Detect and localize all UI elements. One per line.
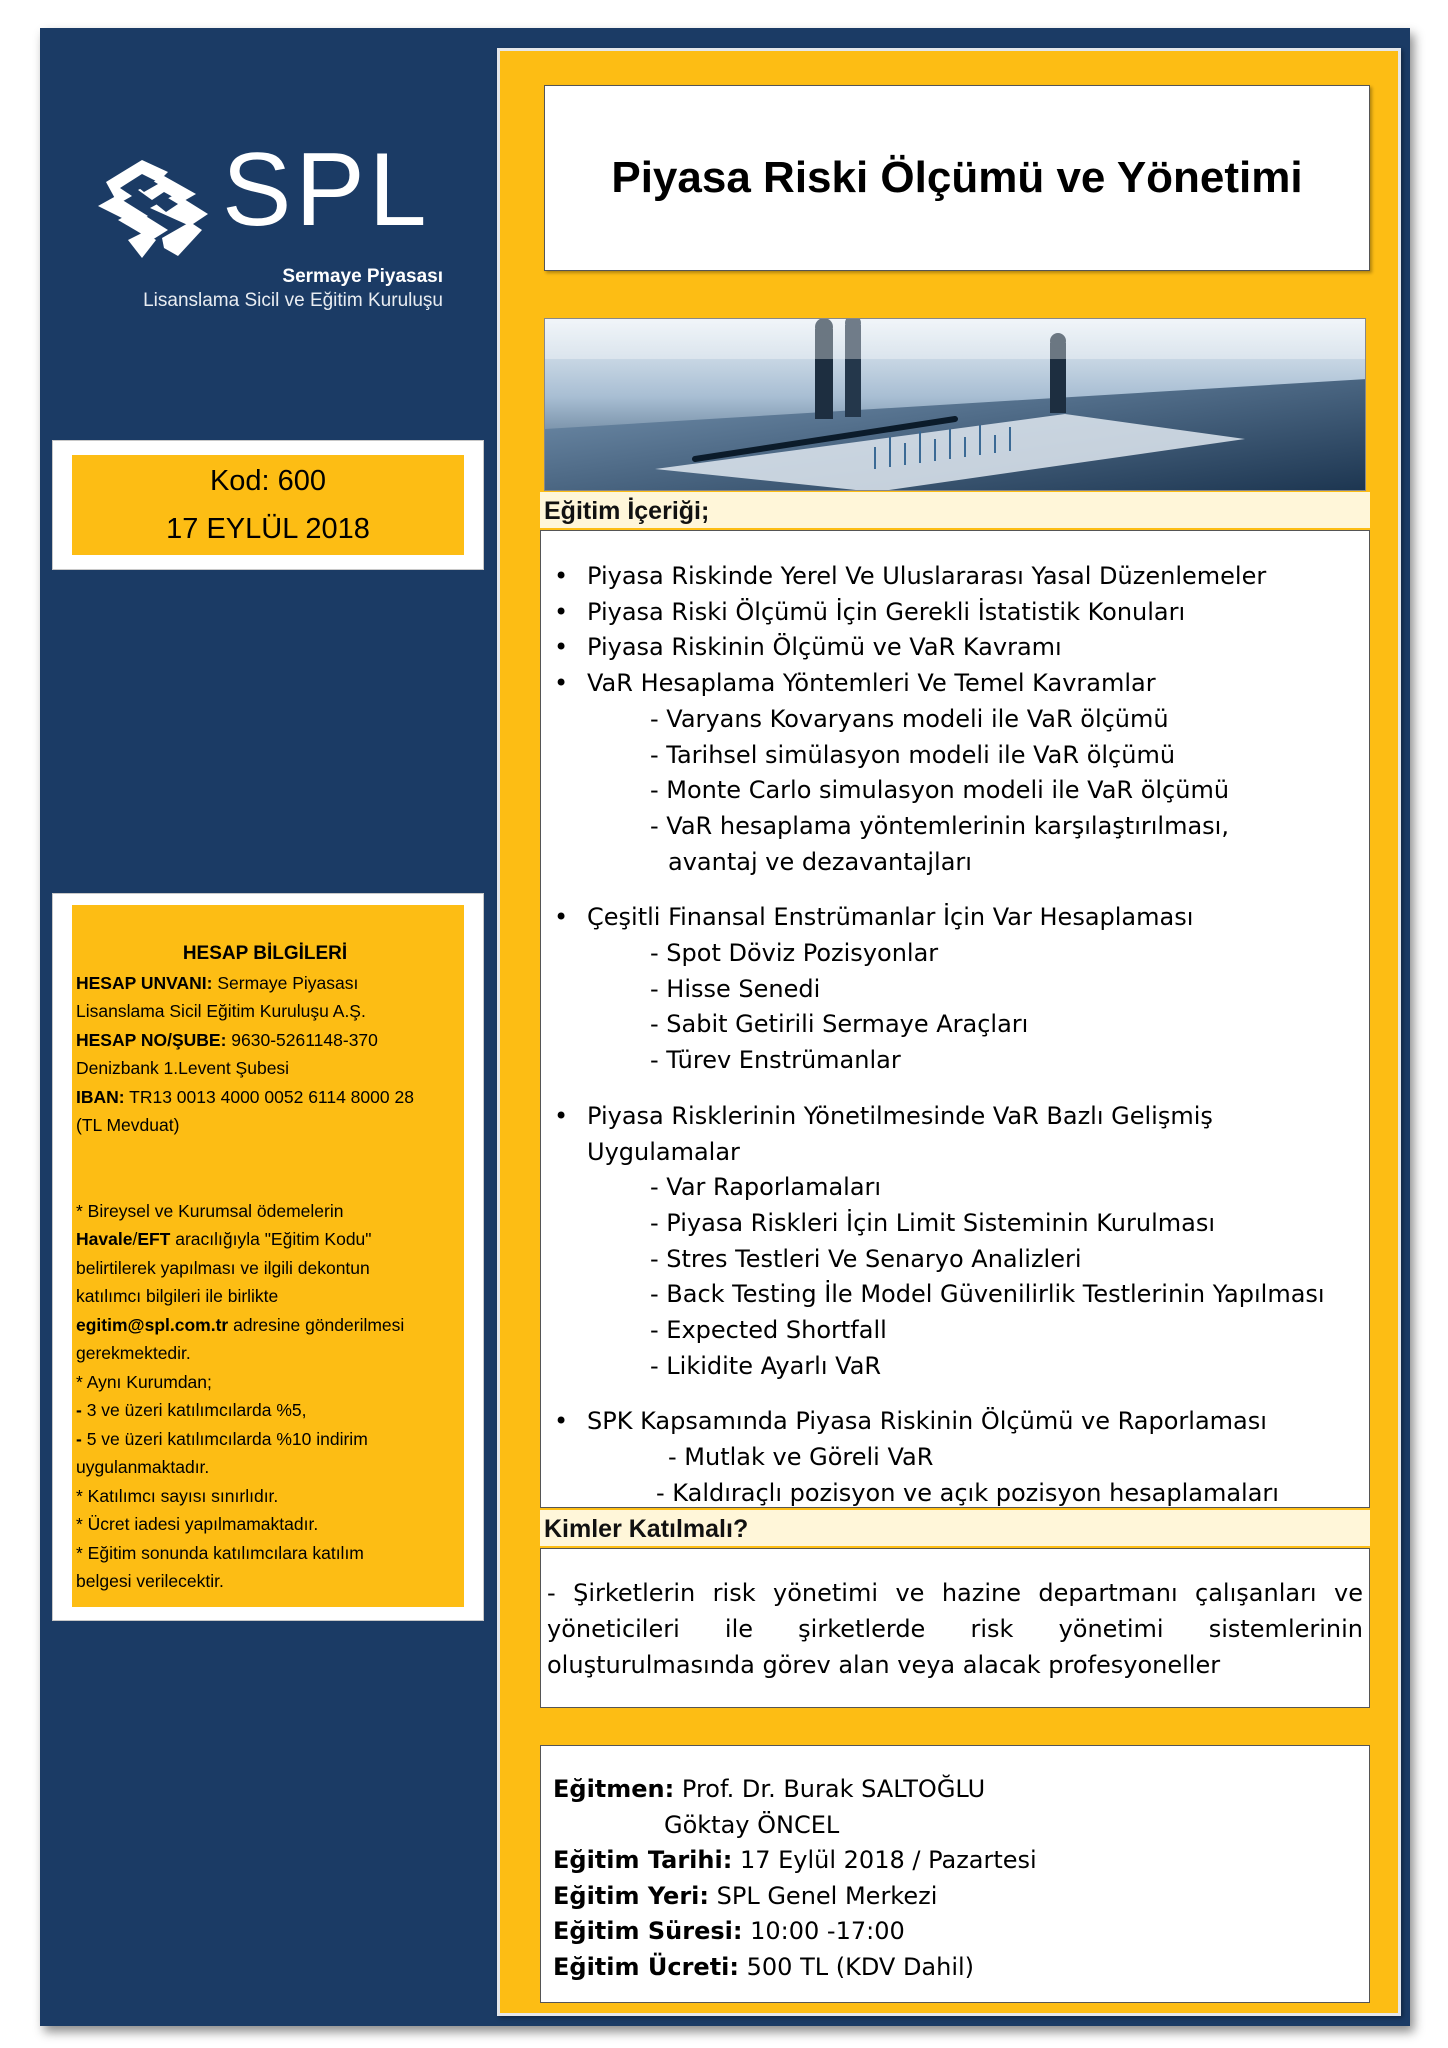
business-meeting-image: [545, 319, 1366, 491]
note-line: belirtilerek yapılması ve ilgili dekontun: [76, 1257, 370, 1278]
yer-row: Eğitim Yeri: SPL Genel Merkezi: [553, 1881, 938, 1910]
note-line: - 5 ve üzeri katılımcılarda %10 indirim: [76, 1428, 368, 1449]
logo-tagline-1: Sermaye Piyasası: [282, 266, 443, 287]
egitmen-row-2: Göktay ÖNCEL: [664, 1810, 840, 1839]
kimler-text: - Şirketlerin risk yönetimi ve hazine departmanı çalışanları ve yöneticileri ile şirketlerde risk yönetimi sistemlerinin oluşturulmasında görev alan veya alacak profesyoneller: [547, 1579, 1363, 1679]
list-item: • Piyasa Risklerinin Yönetilmesinde VaR Bazlı Gelişmiş Uygulamalar: [551, 1099, 1369, 1170]
email-link[interactable]: egitim@spl.com.tr: [76, 1314, 229, 1335]
note-line: katılımcı bilgileri ile birlikte: [76, 1286, 279, 1306]
list-item: • SPK Kapsamında Piyasa Riskinin Ölçümü ve Raporlaması: [551, 1404, 1369, 1440]
sub-list-item: - Tarihsel simülasyon modeli ile VaR ölçümü: [650, 740, 1176, 769]
sub-list-item: - Kaldıraçlı pozisyon ve açık pozisyon hesaplamaları: [656, 1478, 1279, 1507]
note-line: gerekmektedir.: [76, 1343, 191, 1363]
hesap-unvan-cont: Lisanslama Sicil Eğitim Kuruluşu A.Ş.: [76, 1001, 366, 1021]
note-line: - 3 ve üzeri katılımcılarda %5,: [76, 1400, 307, 1420]
content-box: [540, 530, 1370, 1508]
note-line: * Eğitim sonunda katılımcılara katılım: [76, 1542, 364, 1563]
hesap-unvan: HESAP UNVANI: Sermaye Piyasası: [76, 972, 359, 993]
spl-logo: [98, 132, 443, 315]
content-section-label: Eğitim İçeriği;: [540, 492, 1370, 528]
hesap-box: [72, 905, 464, 1607]
course-code: Kod: 600: [209, 465, 327, 497]
sub-list-item: - Sabit Getirili Sermaye Araçları: [650, 1010, 1029, 1039]
sub-list-item: - Varyans Kovaryans modeli ile VaR ölçümü: [650, 704, 1169, 733]
header-photo: [544, 318, 1366, 491]
logo-wordmark: SPL: [222, 132, 431, 248]
note-line: egitim@spl.com.tr adresine gönderilmesi: [76, 1314, 405, 1335]
hesap-branch: Denizbank 1.Levent Şubesi: [76, 1058, 290, 1078]
sure-row: Eğitim Süresi: 10:00 -17:00: [553, 1917, 905, 1945]
hesap-mevduat: (TL Mevduat): [76, 1115, 180, 1135]
logo-tagline-2: Lisanslama Sicil ve Eğitim Kuruluşu: [143, 290, 443, 311]
note-line: * Katılımcı sayısı sınırlıdır.: [76, 1485, 279, 1506]
sub-list-item: - Hisse Senedi: [650, 974, 821, 1003]
sub-list-item: - Piyasa Riskleri İçin Limit Sisteminin Kurulması: [650, 1208, 1216, 1237]
hesap-no: HESAP NO/ŞUBE: 9630-5261148-370: [76, 1029, 378, 1050]
sub-list-item: - Spot Döviz Pozisyonlar: [650, 939, 939, 968]
list-item: • Piyasa Riskinde Yerel Ve Uluslararası Yasal Düzenlemeler: [551, 559, 1369, 595]
kimler-section-label: Kimler Katılmalı?: [540, 1510, 1370, 1546]
sub-list-item: - Back Testing İle Model Güvenilirlik Testlerinin Yapılması: [650, 1280, 1325, 1309]
note-line: Havale/EFT aracılığıyla "Eğitim Kodu": [76, 1229, 372, 1249]
hesap-iban: IBAN: TR13 0013 4000 0052 6114 8000 28: [76, 1086, 414, 1107]
sub-list-item: - Var Raporlamaları: [650, 1173, 882, 1202]
sub-list-item: - Stres Testleri Ve Senaryo Analizleri: [650, 1244, 1082, 1273]
sub-list-item: - Monte Carlo simulasyon modeli ile VaR ölçümü: [650, 776, 1230, 805]
spl-logo-mark-icon: [98, 160, 210, 260]
note-line: * Ücret iadesi yapılmamaktadır.: [76, 1514, 319, 1534]
page-title: Piyasa Riski Ölçümü ve Yönetimi: [544, 85, 1370, 271]
sub-list-item: - Türev Enstrümanlar: [650, 1046, 901, 1075]
tarih-row: Eğitim Tarihi: 17 Eylül 2018 / Pazartesi: [553, 1846, 1037, 1874]
egitmen-row: Eğitmen: Prof. Dr. Burak SALTOĞLU: [553, 1775, 986, 1803]
note-line: uygulanmaktadır.: [76, 1457, 210, 1477]
list-item: • VaR Hesaplama Yöntemleri Ve Temel Kavramlar: [551, 666, 1369, 702]
list-item: • Piyasa Riski Ölçümü İçin Gerekli İstatistik Konuları: [551, 595, 1369, 631]
course-date: 17 EYLÜL 2018: [166, 513, 370, 545]
note-line: * Bireysel ve Kurumsal ödemelerin: [76, 1200, 344, 1221]
sub-list-item: - Likidite Ayarlı VaR: [650, 1351, 882, 1380]
note-line: belgesi verilecektir.: [76, 1571, 224, 1591]
sub-list-item: - Mutlak ve Göreli VaR: [668, 1443, 934, 1472]
ucret-row: Eğitim Ücreti: 500 TL (KDV Dahil): [553, 1952, 975, 1981]
kimler-box: [540, 1548, 1370, 1708]
info-box: [540, 1745, 1370, 2003]
list-item: • Piyasa Riskinin Ölçümü ve VaR Kavramı: [551, 630, 1369, 666]
sub-list-item: - VaR hesaplama yöntemlerinin karşılaştırılması,: [650, 811, 1229, 840]
sub-list-item: avantaj ve dezavantajları: [668, 847, 972, 876]
sub-list-item: - Expected Shortfall: [650, 1316, 887, 1345]
hesap-title: HESAP BİLGİLERİ: [182, 943, 348, 964]
note-line: * Aynı Kurumdan;: [76, 1371, 212, 1392]
list-item: • Çeşitli Finansal Enstrümanlar İçin Var Hesaplaması: [551, 900, 1369, 936]
kod-box: [72, 455, 464, 555]
